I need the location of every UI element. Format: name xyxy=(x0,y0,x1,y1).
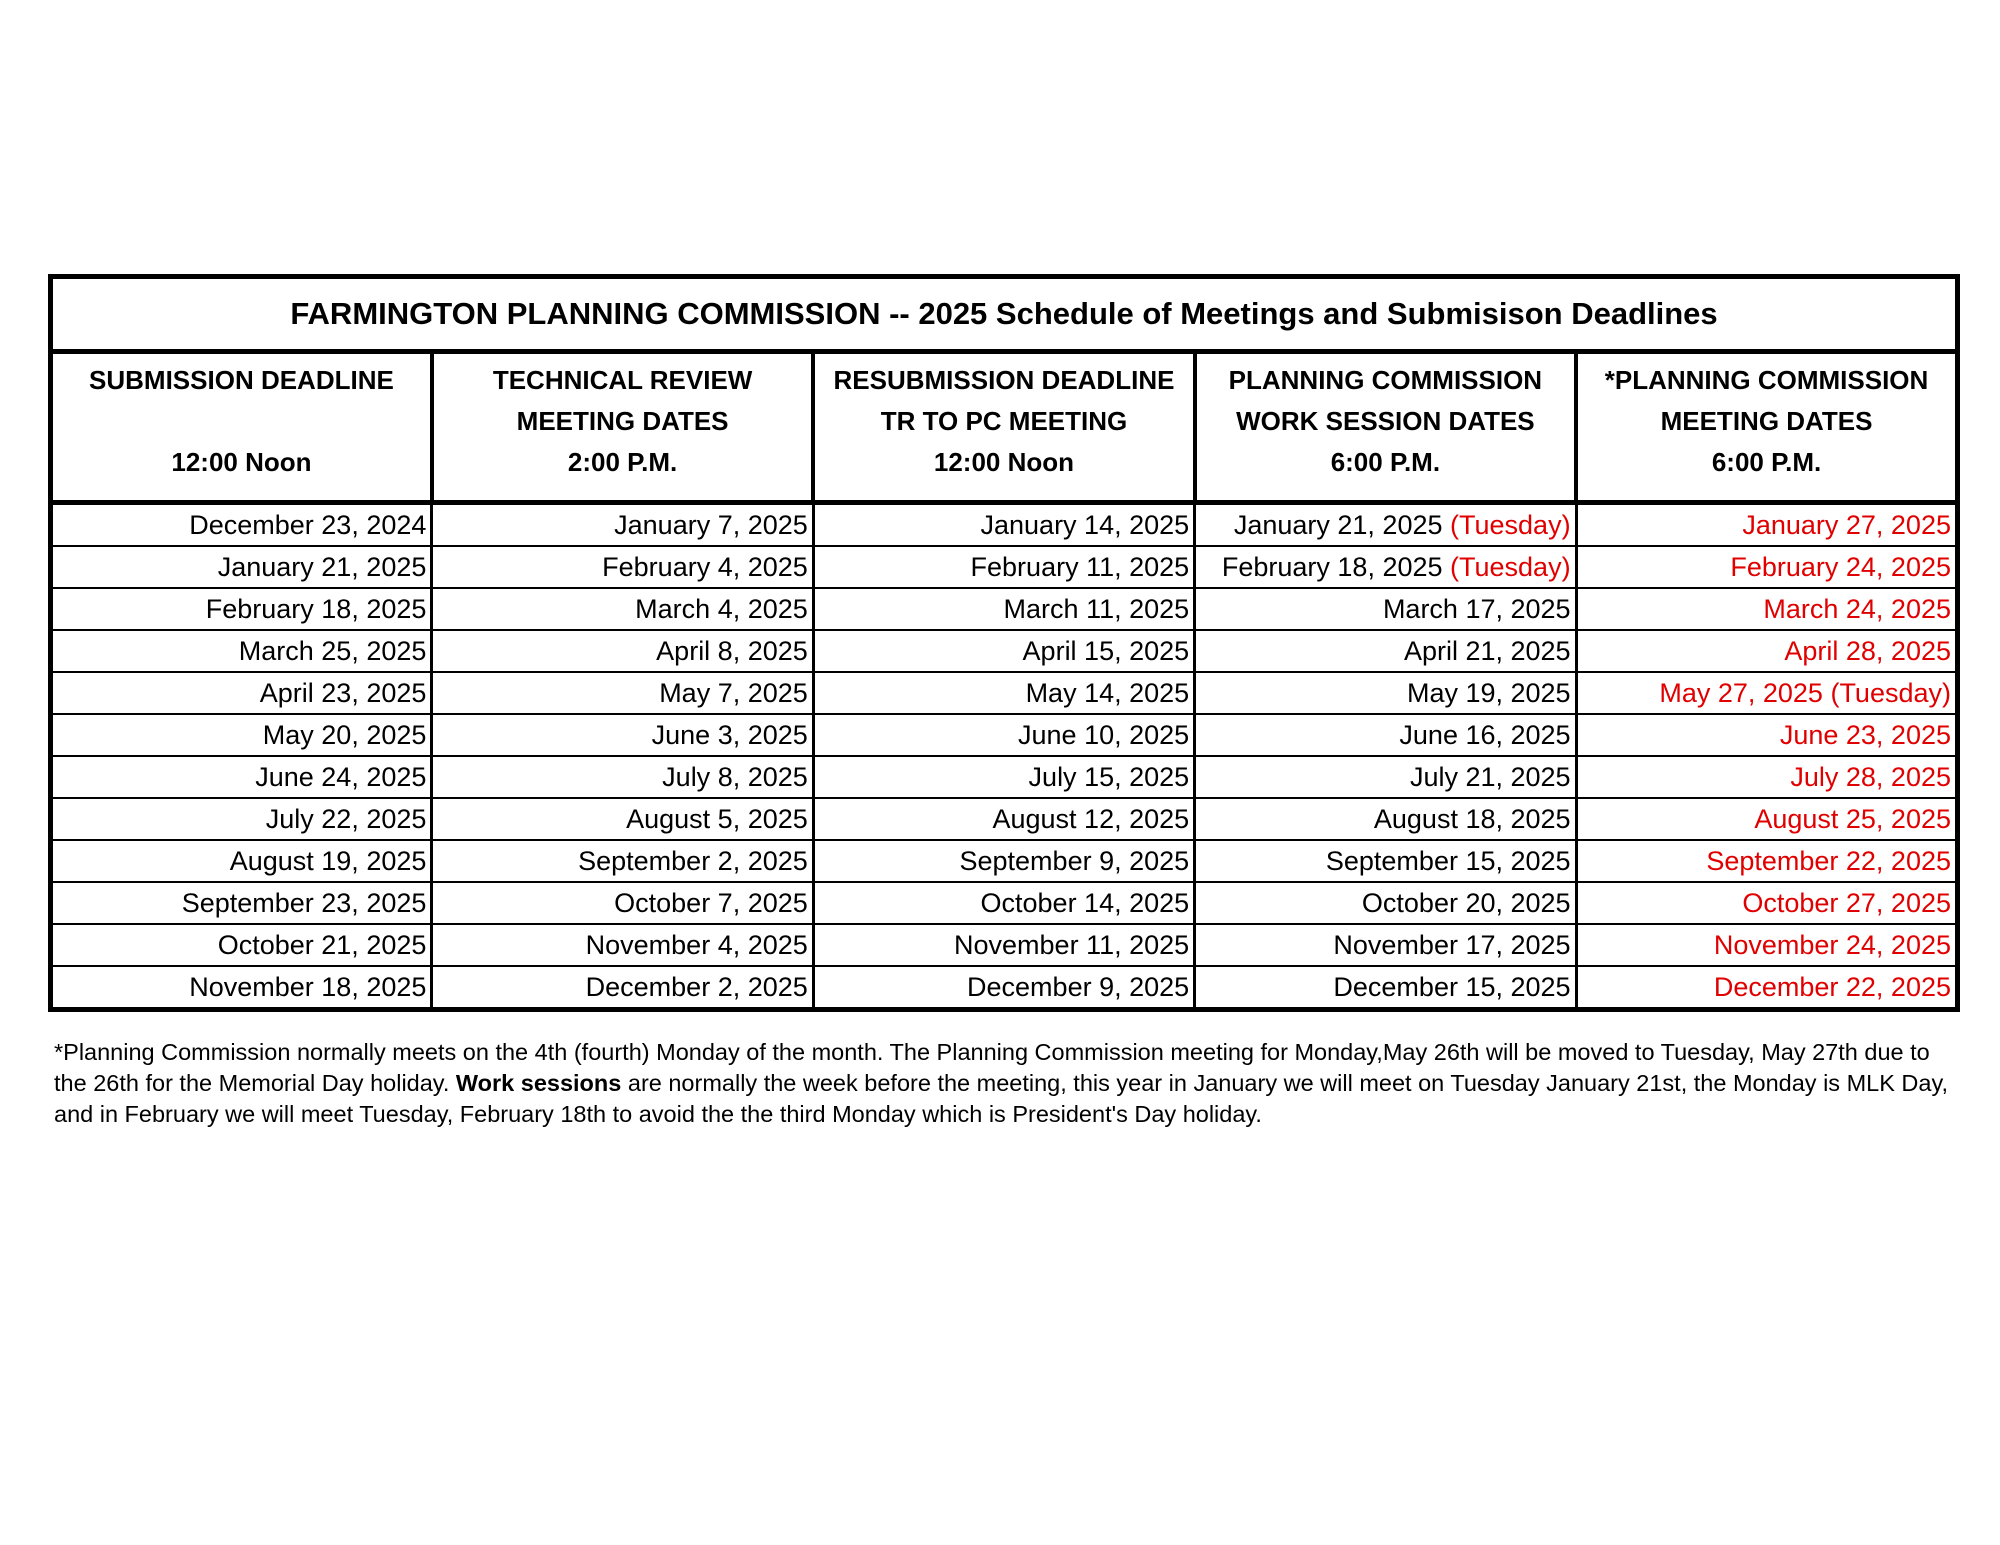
header-line: MEETING DATES xyxy=(1660,406,1873,436)
cell-date: December 23, 2024 xyxy=(189,509,427,540)
cell-work-session xyxy=(1195,672,1576,714)
cell-work-session xyxy=(1195,503,1576,547)
header-line: PLANNING COMMISSION xyxy=(1228,365,1543,395)
day-note: (Tuesday) xyxy=(1442,509,1571,540)
cell-date: October 21, 2025 xyxy=(217,929,427,960)
cell-technical-review xyxy=(432,756,813,798)
header-line: 2:00 P.M. xyxy=(567,447,678,477)
cell-pc-meeting xyxy=(1576,756,1957,798)
cell-work-session xyxy=(1195,546,1576,588)
cell-date: September 9, 2025 xyxy=(959,845,1190,876)
cell-date: June 3, 2025 xyxy=(651,719,808,750)
cell-date: November 11, 2025 xyxy=(954,929,1190,960)
cell-date: July 21, 2025 xyxy=(1409,761,1571,792)
cell-date: October 7, 2025 xyxy=(614,887,808,918)
cell-pc-meeting xyxy=(1576,588,1957,630)
cell-technical-review xyxy=(432,840,813,882)
cell-date: June 10, 2025 xyxy=(1018,719,1190,750)
cell-resubmission-deadline xyxy=(813,924,1194,966)
cell-pc-meeting xyxy=(1576,840,1957,882)
day-note: (Tuesday) xyxy=(1442,551,1571,582)
cell-technical-review xyxy=(432,546,813,588)
cell-technical-review xyxy=(432,882,813,924)
cell-date: January 21, 2025 xyxy=(217,551,427,582)
cell-pc-meeting xyxy=(1576,882,1957,924)
table-row xyxy=(51,966,1958,1010)
cell-resubmission-deadline xyxy=(813,756,1194,798)
cell-technical-review xyxy=(432,924,813,966)
cell-resubmission-deadline xyxy=(813,714,1194,756)
cell-work-session xyxy=(1195,798,1576,840)
cell-submission-deadline xyxy=(51,798,432,840)
cell-pc-meeting xyxy=(1576,546,1957,588)
cell-resubmission-deadline xyxy=(813,630,1194,672)
cell-date: October 14, 2025 xyxy=(980,887,1190,918)
cell-technical-review xyxy=(432,630,813,672)
footnote-bold-text: Work sessions xyxy=(455,1069,622,1096)
cell-date: March 25, 2025 xyxy=(238,635,427,666)
cell-date: July 28, 2025 xyxy=(1790,761,1951,792)
header-line: WORK SESSION DATES xyxy=(1236,406,1535,436)
cell-date: February 11, 2025 xyxy=(970,551,1190,582)
table-row xyxy=(51,588,1958,630)
cell-submission-deadline xyxy=(51,882,432,924)
header-line: MEETING DATES xyxy=(516,406,729,436)
cell-work-session xyxy=(1195,756,1576,798)
header-line: *PLANNING COMMISSION xyxy=(1604,365,1929,395)
table-row xyxy=(51,798,1958,840)
cell-technical-review xyxy=(432,714,813,756)
table-row xyxy=(51,924,1958,966)
cell-resubmission-deadline xyxy=(813,546,1194,588)
cell-date: April 23, 2025 xyxy=(259,677,427,708)
cell-work-session xyxy=(1195,588,1576,630)
table-row xyxy=(51,672,1958,714)
cell-submission-deadline xyxy=(51,672,432,714)
cell-pc-meeting xyxy=(1576,630,1957,672)
cell-date: May 20, 2025 xyxy=(262,719,427,750)
cell-submission-deadline xyxy=(51,503,432,547)
cell-pc-meeting xyxy=(1576,672,1957,714)
cell-date: February 18, 2025 xyxy=(205,593,427,624)
cell-date: June 24, 2025 xyxy=(255,761,427,792)
cell-submission-deadline xyxy=(51,756,432,798)
footnote-text: are normally the week before the meeting, this year in January we will meet on Tuesday January 21st, the Monday is MLK Day, and in February we will meet Tuesday, February 18th to avoid the the third Monday which is President's Day holiday. xyxy=(54,1069,1949,1127)
cell-submission-deadline xyxy=(51,966,432,1010)
header-line: SUBMISSION DEADLINE xyxy=(89,365,394,395)
cell-date: January 14, 2025 xyxy=(980,509,1190,540)
cell-resubmission-deadline xyxy=(813,672,1194,714)
cell-technical-review xyxy=(432,503,813,547)
cell-date: May 27, 2025 (Tuesday) xyxy=(1659,677,1951,708)
table-row xyxy=(51,882,1958,924)
cell-technical-review xyxy=(432,966,813,1010)
cell-resubmission-deadline xyxy=(813,503,1194,547)
header-technical-review xyxy=(432,352,813,503)
cell-date: November 18, 2025 xyxy=(189,971,427,1002)
cell-date: August 12, 2025 xyxy=(992,803,1190,834)
cell-date: July 15, 2025 xyxy=(1028,761,1190,792)
cell-date: April 15, 2025 xyxy=(1022,635,1190,666)
header-line: TR TO PC MEETING xyxy=(880,406,1128,436)
cell-date: April 21, 2025 xyxy=(1403,635,1571,666)
cell-technical-review xyxy=(432,672,813,714)
cell-date: January 27, 2025 xyxy=(1742,509,1951,540)
header-work-session xyxy=(1195,352,1576,503)
cell-technical-review xyxy=(432,798,813,840)
cell-resubmission-deadline xyxy=(813,588,1194,630)
cell-resubmission-deadline xyxy=(813,882,1194,924)
header-resubmission-deadline xyxy=(813,352,1194,503)
header-line: TECHNICAL REVIEW xyxy=(492,365,753,395)
cell-work-session xyxy=(1195,882,1576,924)
cell-submission-deadline xyxy=(51,924,432,966)
cell-date: June 16, 2025 xyxy=(1399,719,1571,750)
footnote xyxy=(54,1037,1954,1130)
cell-date: August 5, 2025 xyxy=(626,803,808,834)
cell-pc-meeting xyxy=(1576,714,1957,756)
cell-date: September 22, 2025 xyxy=(1706,845,1951,876)
cell-work-session xyxy=(1195,966,1576,1010)
cell-resubmission-deadline xyxy=(813,798,1194,840)
cell-pc-meeting xyxy=(1576,503,1957,547)
cell-date: April 28, 2025 xyxy=(1784,635,1951,666)
cell-date: November 24, 2025 xyxy=(1713,929,1951,960)
cell-work-session xyxy=(1195,924,1576,966)
schedule-body xyxy=(51,503,1958,1010)
cell-date: November 17, 2025 xyxy=(1333,929,1571,960)
cell-work-session xyxy=(1195,714,1576,756)
cell-date: November 4, 2025 xyxy=(585,929,808,960)
cell-date: January 7, 2025 xyxy=(614,509,808,540)
cell-date: October 20, 2025 xyxy=(1361,887,1571,918)
header-line xyxy=(57,401,426,442)
table-row xyxy=(51,840,1958,882)
cell-pc-meeting xyxy=(1576,966,1957,1010)
table-row xyxy=(51,756,1958,798)
cell-submission-deadline xyxy=(51,840,432,882)
table-row xyxy=(51,546,1958,588)
cell-technical-review xyxy=(432,588,813,630)
cell-date: May 7, 2025 xyxy=(659,677,808,708)
cell-date: May 19, 2025 xyxy=(1406,677,1571,708)
cell-date: March 4, 2025 xyxy=(635,593,808,624)
cell-submission-deadline xyxy=(51,714,432,756)
cell-date: June 23, 2025 xyxy=(1779,719,1951,750)
cell-date: February 4, 2025 xyxy=(602,551,808,582)
cell-date: September 23, 2025 xyxy=(181,887,427,918)
cell-work-session xyxy=(1195,840,1576,882)
cell-pc-meeting xyxy=(1576,924,1957,966)
table-row xyxy=(51,503,1958,547)
cell-date: September 15, 2025 xyxy=(1325,845,1571,876)
cell-date: December 9, 2025 xyxy=(967,971,1190,1002)
header-line: RESUBMISSION DEADLINE xyxy=(833,365,1175,395)
cell-pc-meeting xyxy=(1576,798,1957,840)
table-row xyxy=(51,714,1958,756)
cell-date: February 24, 2025 xyxy=(1730,551,1951,582)
cell-date: September 2, 2025 xyxy=(578,845,808,876)
cell-date: January 21, 2025 xyxy=(1233,509,1443,540)
cell-date: February 18, 2025 xyxy=(1221,551,1443,582)
cell-submission-deadline xyxy=(51,630,432,672)
table-title: FARMINGTON PLANNING COMMISSION -- 2025 Schedule of Meetings and Submisison Deadlines xyxy=(51,277,1958,352)
cell-date: October 27, 2025 xyxy=(1742,887,1951,918)
cell-resubmission-deadline xyxy=(813,840,1194,882)
cell-date: May 14, 2025 xyxy=(1025,677,1190,708)
header-line: 12:00 Noon xyxy=(171,447,312,477)
header-line: 6:00 P.M. xyxy=(1330,447,1441,477)
cell-date: July 8, 2025 xyxy=(662,761,808,792)
cell-date: December 15, 2025 xyxy=(1333,971,1571,1002)
header-row xyxy=(51,352,1958,503)
cell-date: December 22, 2025 xyxy=(1713,971,1951,1002)
cell-date: August 19, 2025 xyxy=(229,845,427,876)
cell-submission-deadline xyxy=(51,588,432,630)
cell-work-session xyxy=(1195,630,1576,672)
cell-date: December 2, 2025 xyxy=(585,971,808,1002)
schedule-table xyxy=(48,274,1960,1012)
header-pc-meeting xyxy=(1576,352,1957,503)
header-line: 12:00 Noon xyxy=(933,447,1075,477)
cell-date: August 18, 2025 xyxy=(1373,803,1571,834)
cell-resubmission-deadline xyxy=(813,966,1194,1010)
cell-submission-deadline xyxy=(51,546,432,588)
cell-date: March 11, 2025 xyxy=(1003,593,1190,624)
cell-date: August 25, 2025 xyxy=(1754,803,1951,834)
table-row xyxy=(51,630,1958,672)
cell-date: March 17, 2025 xyxy=(1382,593,1571,624)
header-submission-deadline xyxy=(51,352,432,503)
cell-date: July 22, 2025 xyxy=(265,803,427,834)
cell-date: March 24, 2025 xyxy=(1763,593,1951,624)
header-line: 6:00 P.M. xyxy=(1711,447,1822,477)
cell-date: April 8, 2025 xyxy=(656,635,808,666)
footnote-text: *Planning Commission normally meets on the 4th (fourth) Monday of the month. The Planning Commission meeting for Monday,May 26th will be moved to Tuesday, May 27th due to the 26th for the Memorial Day holiday. xyxy=(54,1038,1930,1096)
